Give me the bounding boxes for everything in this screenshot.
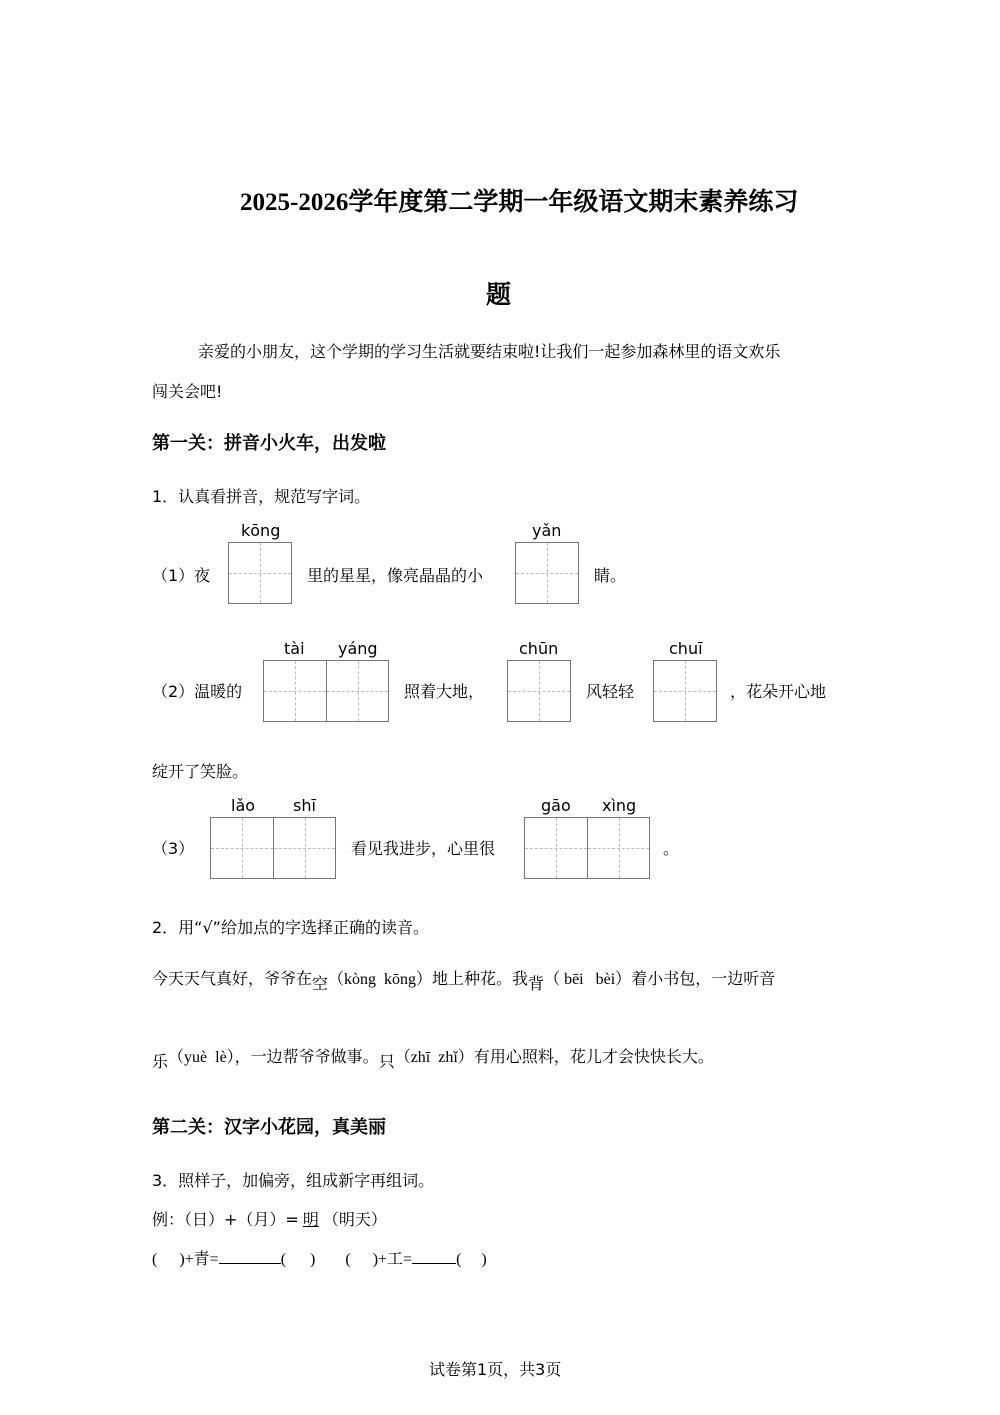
q1-item1-label: （1）夜 xyxy=(152,566,211,585)
q3-a-close: )+青= xyxy=(179,1251,219,1268)
char-blank[interactable] xyxy=(219,1249,281,1264)
q3-a-paren[interactable]: ( ) xyxy=(280,1251,316,1268)
pinyin-options[interactable]: （kòng kōng） xyxy=(328,971,433,988)
page-title-line2 xyxy=(486,275,511,311)
q1-item2-pinyin-c: chuī xyxy=(669,639,703,658)
writing-grid[interactable] xyxy=(507,660,571,722)
q2-stem: 2．用“√”给加点的字选择正确的读音。 xyxy=(152,918,429,937)
pinyin-options[interactable]: （zhī zhǐ） xyxy=(394,1049,474,1066)
q1-item2-text-end: ，花朵开心地 xyxy=(730,682,827,701)
page-title xyxy=(240,182,798,218)
q1-item1-text-end: 睛。 xyxy=(594,566,627,585)
q3-example-answer: 明 xyxy=(302,1210,319,1229)
q1-item3-pinyin-a2: shī xyxy=(293,796,316,815)
writing-cell[interactable] xyxy=(264,661,326,721)
writing-grid[interactable] xyxy=(263,660,389,722)
writing-grid[interactable] xyxy=(515,542,579,604)
section1-title: 第一关：拼音小火车，出发啦 xyxy=(152,433,386,454)
q1-item3-text-end: 。 xyxy=(663,839,680,858)
q1-item3-label: （3） xyxy=(152,839,195,858)
q2-line2 xyxy=(152,1044,714,1071)
q2-line2-part2: 有用心照料，花儿才会快快长大。 xyxy=(473,1047,714,1066)
q3-example-prefix: 例：（日）+（月）= xyxy=(152,1210,299,1229)
q3-row xyxy=(152,1246,487,1269)
q1-item2-text-mid2: 风轻轻 xyxy=(586,682,635,701)
dotted-char: 空 xyxy=(312,974,329,993)
intro-line1: 亲爱的小朋友，这个学期的学习生活就要结束啦!让我们一起参加森林里的语文欢乐 xyxy=(198,342,781,361)
q1-item1-text-mid: 里的星星，像亮晶晶的小 xyxy=(307,566,484,585)
writing-cell[interactable] xyxy=(525,818,587,878)
writing-cell[interactable] xyxy=(211,818,273,878)
q1-item2-pinyin-a2: yáng xyxy=(338,639,378,658)
q1-item2-pinyin-a1: tài xyxy=(284,639,305,658)
q1-item1-pinyin-b: yǎn xyxy=(532,521,562,540)
q2-line1 xyxy=(152,966,776,993)
q1-item3-pinyin-a1: lǎo xyxy=(231,796,256,815)
intro-line2: 闯关会吧! xyxy=(152,382,223,401)
q1-item1-pinyin-a: kōng xyxy=(241,521,281,540)
pinyin-options[interactable]: （ bēi bèi） xyxy=(544,971,632,988)
writing-cell[interactable] xyxy=(326,661,388,721)
q1-item2-text-cont: 绽开了笑脸。 xyxy=(152,762,249,781)
q3-b-close: )+工= xyxy=(372,1251,413,1268)
writing-cell[interactable] xyxy=(516,543,578,603)
q1-item2-label: （2）温暖的 xyxy=(152,682,243,701)
page-footer: 试卷第1页，共3页 xyxy=(429,1360,562,1379)
writing-cell[interactable] xyxy=(273,818,335,878)
writing-cell[interactable] xyxy=(229,543,291,603)
q3-b-open: ( xyxy=(345,1251,351,1268)
writing-grid[interactable] xyxy=(653,660,717,722)
q2-line2-part1: ，一边帮爷爷做事。 xyxy=(234,1047,379,1066)
q3-a-open: ( xyxy=(152,1251,158,1268)
writing-grid[interactable] xyxy=(210,817,336,879)
dotted-char: 乐 xyxy=(152,1052,169,1071)
q3-stem: 3．照样子，加偏旁，组成新字再组词。 xyxy=(152,1171,435,1190)
writing-cell[interactable] xyxy=(508,661,570,721)
page-title-line1: 2025-2026学年度第二学期一年级语文期末素养练习 xyxy=(240,189,799,216)
writing-cell[interactable] xyxy=(587,818,649,878)
dotted-char: 背 xyxy=(528,974,545,993)
q1-stem: 1．认真看拼音，规范写字词。 xyxy=(152,487,371,506)
q1-item3-pinyin-b1: gāo xyxy=(541,796,571,815)
q3-example xyxy=(152,1207,387,1230)
q2-line1-part3: 着小书包，一边听音 xyxy=(631,969,776,988)
pinyin-options[interactable]: （yuè lè） xyxy=(168,1049,235,1066)
q1-item2-pinyin-b: chūn xyxy=(519,639,559,658)
writing-grid[interactable] xyxy=(228,542,292,604)
q2-line1-part2: 地上种花。我 xyxy=(432,969,529,988)
q3-b-paren[interactable]: ( ) xyxy=(456,1251,487,1268)
q1-item3-text-mid: 看见我进步，心里很 xyxy=(351,839,496,858)
q1-item3-pinyin-b2: xìng xyxy=(602,796,637,815)
section2-title: 第二关：汉字小花园，真美丽 xyxy=(152,1117,386,1138)
q2-line1-part1: 今天天气真好，爷爷在 xyxy=(152,969,313,988)
q1-item2-text-mid: 照着大地， xyxy=(404,682,485,701)
char-blank[interactable] xyxy=(412,1249,456,1264)
writing-grid[interactable] xyxy=(524,817,650,879)
writing-cell[interactable] xyxy=(654,661,716,721)
dotted-char: 只 xyxy=(378,1052,395,1071)
q3-example-word: （明天） xyxy=(322,1210,387,1229)
page-title-line2-text: 题 xyxy=(486,282,512,309)
